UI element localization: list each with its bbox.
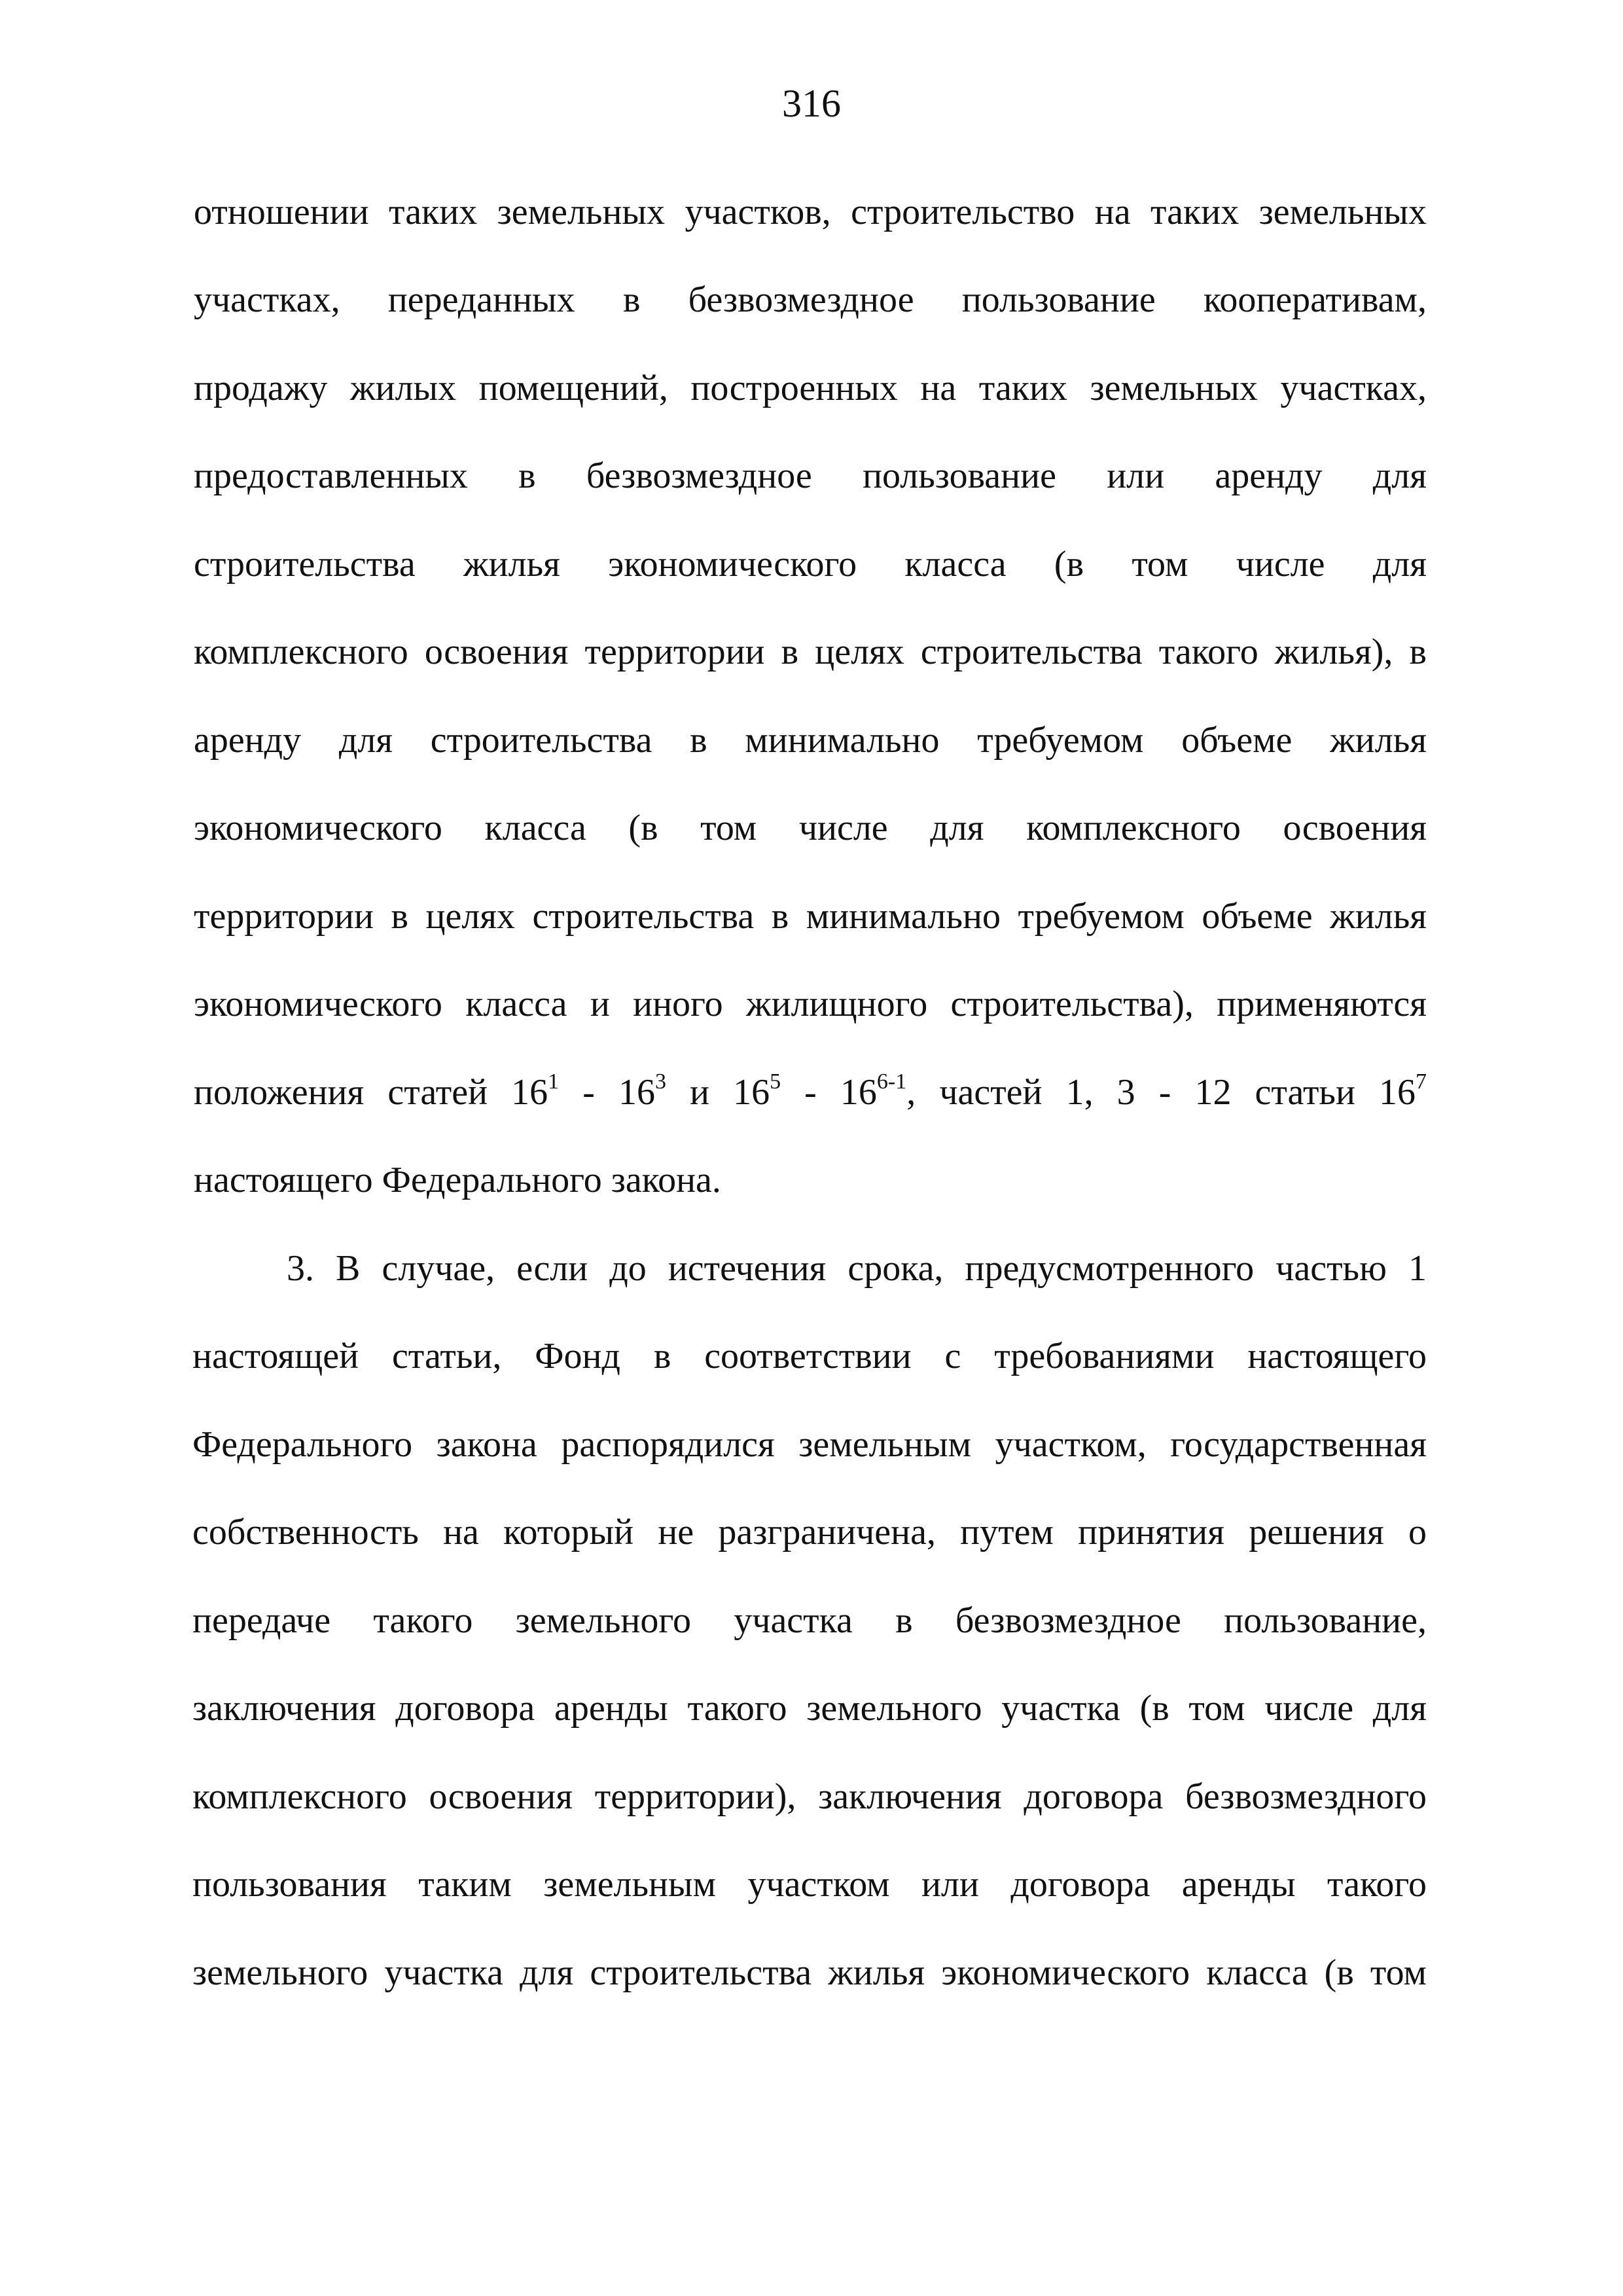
text-line: передаче такого земельного участка в безвозмездное пользование, (192, 1600, 1427, 1641)
text-line: отношении таких земельных участков, строительство на таких земельных (194, 192, 1427, 232)
text-line: комплексного освоения территории в целях строительства такого жилья), в (194, 632, 1427, 672)
superscript: 7 (1416, 1069, 1427, 1094)
superscript: 5 (770, 1069, 781, 1094)
text-line: Федерального закона распорядился земельным участком, государственная (192, 1424, 1427, 1465)
page-number: 316 (782, 82, 841, 125)
text-line: строительства жилья экономического класса (в том числе для (194, 544, 1427, 584)
articles-text: , частей 1, 3 - 12 статьи 16 (906, 1072, 1416, 1113)
text-line: комплексного освоения территории), заключения договора безвозмездного (192, 1776, 1427, 1817)
articles-reference-line (194, 1069, 1427, 1113)
superscript: 3 (654, 1069, 666, 1094)
text-line: аренду для строительства в минимально требуемом объеме жилья (194, 720, 1427, 761)
text-line: территории в целях строительства в минимально требуемом объеме жилья (194, 896, 1427, 937)
text-line: экономического класса и иного жилищного строительства), применяются (194, 984, 1427, 1024)
text-line: участках, переданных в безвозмездное пользование кооперативам, (194, 279, 1427, 320)
articles-text: - 16 (781, 1072, 877, 1113)
text-line: настоящей статьи, Фонд в соответствии с требованиями настоящего (192, 1336, 1427, 1376)
text-line: заключения договора аренды такого земельного участка (в том числе для (192, 1688, 1427, 1729)
text-line: пользования таким земельным участком или договора аренды такого (192, 1864, 1427, 1905)
text-line: настоящего Федерального закона. (194, 1160, 721, 1200)
superscript: 6-1 (876, 1069, 907, 1094)
articles-text: и 16 (666, 1072, 770, 1113)
text-line: продажу жилых помещений, построенных на таких земельных участках, (194, 368, 1427, 408)
text-line: экономического класса (в том числе для комплексного освоения (194, 808, 1427, 848)
text-line: собственность на который не разграничена, путем принятия решения о (192, 1512, 1427, 1552)
text-line: 3. В случае, если до истечения срока, предусмотренного частью 1 (287, 1248, 1427, 1289)
text-line: предоставленных в безвозмездное пользование или аренду для (194, 456, 1427, 496)
articles-prefix: положения статей 16 (194, 1072, 548, 1113)
superscript: 1 (548, 1069, 560, 1094)
text-line: земельного участка для строительства жилья экономического класса (в том (192, 1952, 1427, 1993)
articles-text: - 16 (559, 1072, 655, 1113)
